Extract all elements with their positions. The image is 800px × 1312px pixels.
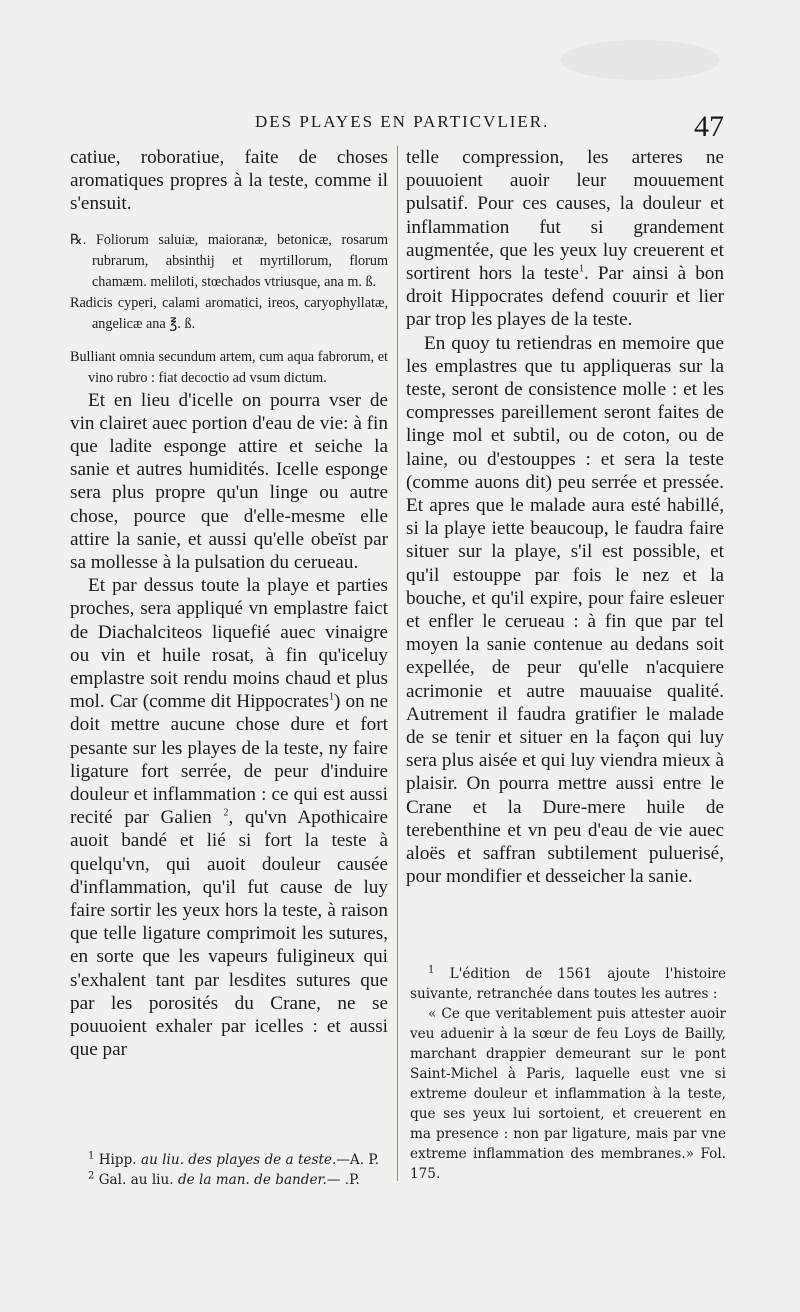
footnote-2-source: Gal. au liu. [98,1172,174,1188]
left-column [70,146,388,1062]
recipe-line-3: Bulliant omnia secundum artem, cum aqua fabrorum, et vino rubro : fiat decoctio ad vsum dictum. [70,348,388,386]
footnote-1-source: Hipp. [98,1152,137,1168]
right-footnote-quote: « Ce que veritablement puis attester auoir veu aduenir à la sœur de feu Loys de Bailly, marchant drappier demeurant sur le pont Saint-Michel à Paris, laquelle eust vne si extreme douleur et inflammation à la teste, que ses yeux lui sortoient, et creuerent en ma presence : non par ligature, mais par vne extreme inflammation des membranes.» Fol. 175. [410,1006,726,1182]
footnote-2-credit: — .P. [326,1172,360,1188]
left-paragraph-1: catiue, roboratiue, faite de choses aromatiques propres à la teste, comme il s'ensuit. [70,147,388,215]
left-paragraph-3-part-c: , qu'vn Apothicaire auoit bandé et lié si fort la teste à quelqu'vn, qui auoit douleur causée d'inflammation, qu'il fut cause de luy faire sortir les yeux hors la teste, à raison que telle ligature comprimoit les sutures, en sorte que les vapeurs fuligineux qui s'exhalent tant par lesdites sutures que par les porosités du Crane, ne se pouuoient exhaler par icelles : et aussi que par [70,807,389,1061]
right-column [406,146,724,889]
footnote-2-mark: 2 [88,1170,95,1182]
footnote-1-title: au liu. des playes de a teste. [140,1152,337,1168]
running-title: DES PLAYES EN PARTICVLIER. [255,112,550,131]
right-footnote [410,964,726,1184]
left-paragraph-3 [70,574,388,1061]
recipe-line-2: Radicis cyperi, calami aromatici, ireos, caryophyllatæ, angelicæ ana ℥. ß. [70,294,388,332]
footnote-ref-2: 2 [223,807,229,819]
footnote-ref-right: 1 [579,263,585,275]
column-divider [397,146,398,1181]
right-paragraph-1 [406,146,724,332]
left-paragraph-3-part-a: Et par dessus toute la playe et parties proches, sera appliqué vn emplastre faict de Diachalciteos liquefié auec vinaigre ou vin et huile rosat, à fin qu'iceluy emplastre soit rendu moins chaud et plus mol. Car (comme dit Hippocrates [70,575,388,713]
left-footnotes [88,1150,388,1190]
footnote-2-title: de la man. de bander. [177,1172,327,1188]
footnote-1 [88,1150,388,1170]
right-paragraph-1-text: telle compression, les arteres ne pouuoient auoir leur mouuement pulsatif. Pour ces causes, la douleur et inflammation fut si grandement augmentée, que les yeux luy creuerent et sortirent hors la teste [406,147,724,285]
footnote-ref-1: 1 [328,691,334,703]
right-footnote-intro-text: L'édition de 1561 ajoute l'histoire suivante, retranchée dans toutes les autres : [410,966,727,1002]
recipe-line-1: ℞. Foliorum saluiæ, maioranæ, betonicæ, rosarum rubrarum, absinthij et myrtillorum, florum chamæm. meliloti, stœchados vtriusque, ana m. ß. [70,231,388,290]
page-number: 47 [694,110,724,143]
right-paragraph-1-end: . Par ainsi à bon droit Hippocrates defend couurir et lier par trop les playes de la teste. [406,263,724,331]
right-footnote-intro [410,964,726,1004]
recipe-block [70,230,388,335]
footnote-1-mark: 1 [88,1150,95,1162]
left-paragraph-2: Et en lieu d'icelle on pourra vser de vin clairet auec portion d'eau de vie: à fin que ladite esponge attire et seiche la sanie et autres humidités. Icelle esponge sera plus propre qu'un linge ou autre chose, pource que d'elle-mesme elle attire la sanie, et aussi qu'elle obeïst par sa mollesse à la pulsation du cerueau. [70,389,388,574]
right-paragraph-2: En quoy tu retiendras en memoire que les emplastres que tu appliqueras sur la teste, seront de consistence molle : et les compresses pareillement seront faites de linge mol et subtil, ou de coton, ou de laine, ou d'estouppes : et sera la teste (comme auons dit) peu serrée et pressée. Et apres que le malade aura esté habillé, si la playe iette beaucoup, le faudra faire situer sur la playe, s'il est possible, et qu'il estouppe par fois le nez et la bouche, et qu'il expire, pour faire esleuer et enfler le cerueau : à fin que par tel moyen la sanie contenue au dedans soit expellée, de peur qu'elle n'acquiere acrimonie et autre mauuaise qualité. Autrement il faudra gratifier le malade de se tenir et situer en la façon qui luy sera plus aisée et qui luy viendra mieux à plaisir. On pourra mettre aussi entre le Crane et la Dure-mere huile de terebenthine et vn peu d'eau de vie auec aloës et saffran subtilement puluerisé, pour mondifier et desseicher la sanie. [406,332,724,888]
right-footnote-mark: 1 [428,964,435,976]
paper-stain [560,40,720,80]
left-paragraph-3-part-b: ) on ne doit mettre aucune chose dure et fort pesante sur les playes de la teste, ny faire ligature fort serrée, de peur d'induire douleur et inflammation : ce qui est aussi recité par Galien [70,691,388,829]
footnote-1-credit: —A. P. [336,1152,380,1168]
footnote-2 [88,1170,388,1190]
